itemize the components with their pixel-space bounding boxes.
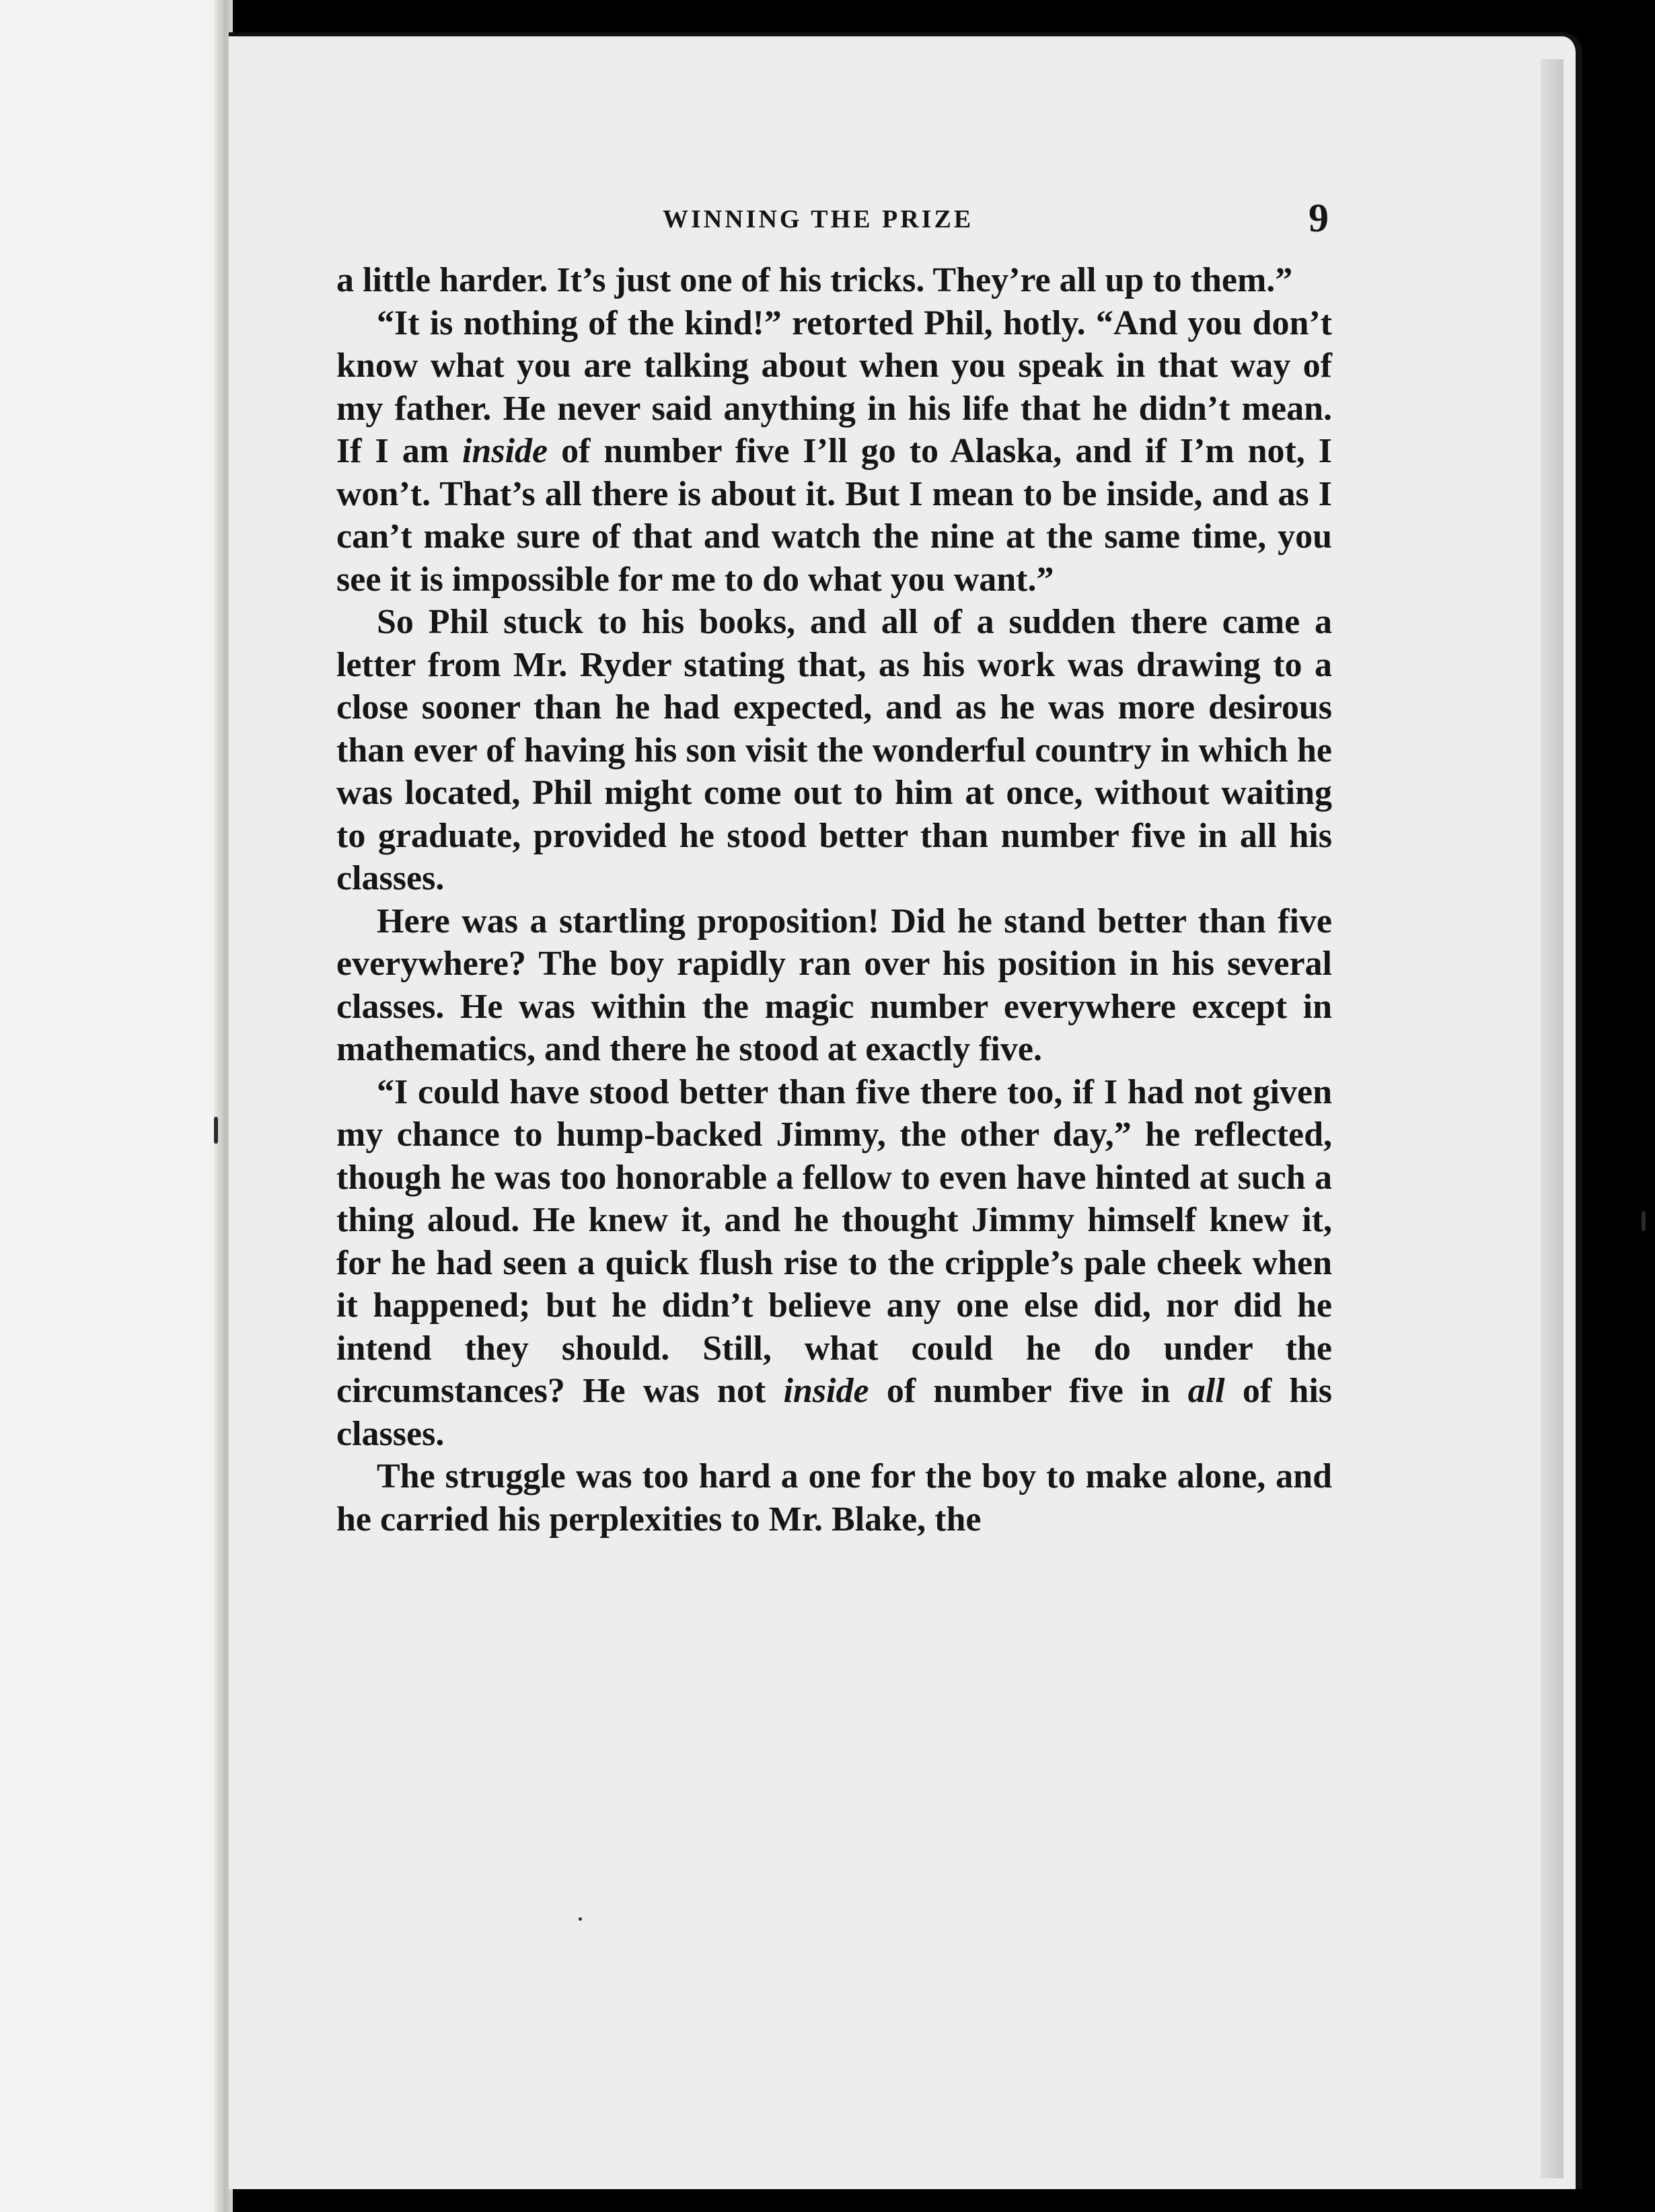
facing-page-blank — [0, 0, 222, 2212]
text-span: of number five I’ll go to Alaska, and if I’m not, I won’t. That’s all there is about it. But I mean to be inside, and as I can’t make sure of that and watch the nine at the same time, you see it is impossible for me to do what you want.” — [336, 432, 1332, 599]
running-header — [663, 196, 1329, 248]
page-number: 9 — [1309, 196, 1329, 240]
running-title: WINNING THE PRIZE — [663, 205, 974, 233]
scan-speck — [579, 1917, 582, 1921]
italic-text-span: all — [1187, 1372, 1225, 1410]
text-span: of his classes. — [336, 1372, 1333, 1453]
paragraph-reflection — [336, 1071, 1332, 1456]
text-span: “It is nothing of the kind!” retorted Phil, hotly. “And you don’t know what you are talking about when you speak in that way of my father. He never said anything in his life that he didn’t mean. If I am — [336, 303, 1332, 470]
scan-speck — [214, 1117, 218, 1144]
text-span: “I could have stood better than five there too, if I had not given my chance to hump-backed Jimmy, the other day,” he reflected, though he was too honorable a fellow to even have hinted at such a thing aloud. He knew it, and he thought Jimmy himself knew it, for he had seen a quick flush rise to the cripple’s pale cheek when it happened; but he didn’t believe any one else did, nor did he intend they should. Still, what could he do under the circumstances? He was not — [336, 1072, 1332, 1410]
paragraph-struggle: The struggle was too hard a one for the boy to make alone, and he carried his perplexities to Mr. Blake, the — [336, 1457, 1332, 1539]
body-text — [336, 259, 1332, 1541]
paragraph-letter: So Phil stuck to his books, and all of a sudden there came a letter from Mr. Ryder stating that, as his work was drawing to a close sooner than he had expected, and as he was more desirous than ever of having his son visit the wonderful country in which he was located, Phil might come out to him at once, without waiting to graduate, provided he stood better than number five in all his classes. — [336, 603, 1332, 897]
paragraph-proposition: Here was a startling proposition! Did he stand better than five everywhere? The boy rapidly ran over his position in his several classes. He was within the magic number everywhere except in mathematics, and there he stood at exactly five. — [336, 901, 1332, 1068]
italic-text-span: inside — [462, 432, 548, 470]
paragraph-phil-retort — [336, 302, 1332, 601]
paragraph-continued: a little harder. It’s just one of his tricks. They’re all up to them.” — [336, 261, 1293, 299]
italic-text-span: inside — [783, 1372, 869, 1410]
page-edge-shadow — [1541, 59, 1564, 2178]
text-span: of number five in — [869, 1372, 1188, 1410]
scan-speck — [1642, 1211, 1646, 1231]
